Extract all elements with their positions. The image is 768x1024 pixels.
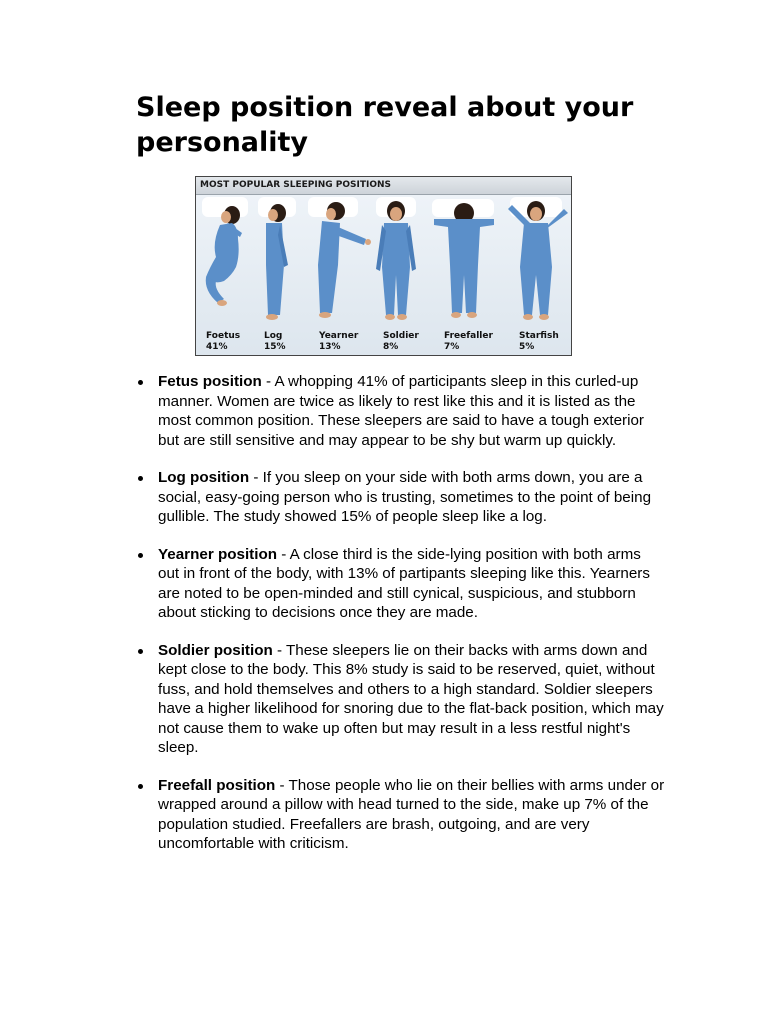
soldier-figure bbox=[376, 197, 416, 320]
log-figure bbox=[258, 197, 296, 320]
page-title: Sleep position reveal about your personality bbox=[136, 92, 634, 158]
position-label-log: Log 15% bbox=[264, 331, 286, 352]
yearner-figure bbox=[308, 197, 371, 318]
position-label-foetus: Foetus 41% bbox=[206, 331, 241, 352]
position-label-soldier: Soldier 8% bbox=[383, 331, 419, 352]
position-list bbox=[136, 372, 666, 872]
position-label-yearner: Yearner 13% bbox=[319, 331, 359, 352]
sleeping-positions-figure bbox=[195, 176, 572, 356]
list-item bbox=[136, 545, 666, 623]
foetus-figure bbox=[202, 197, 248, 306]
item-text: - Those people who lie on their bellies with arms under or wrapped around a pillow with head turned to the side, make up 7% of the population studied. Freefallers are brash, outgoing, and are very uncomfortable with criticism. bbox=[158, 776, 665, 852]
list-item bbox=[136, 776, 666, 854]
item-text: - These sleepers lie on their backs with arms down and kept close to the body. This 8% study is said to be reserved, quiet, without fuss, and hold themselves and others to a high standard. Soldier sleepers have a higher likelihood for snoring due to the flat-back position, which may not cause them to wake up often but may result in a less restful night's sleep. bbox=[158, 641, 664, 756]
item-text: - A close third is the side-lying position with both arms out in front of the body, with 13% of partipants sleeping like this. Yearners are noted to be open-minded and still cynical, suspicious, and stubborn about sticking to decisions once they are made. bbox=[158, 545, 650, 621]
item-text: - If you sleep on your side with both arms down, you are a social, easy-going person who is trusting, sometimes to the point of being gullible. The study showed 15% of people sleep like a log. bbox=[158, 469, 652, 525]
list-item bbox=[136, 641, 666, 758]
starfish-figure bbox=[508, 197, 568, 320]
item-term: Freefall position bbox=[158, 776, 276, 794]
position-label-starfish: Starfish 5% bbox=[519, 331, 559, 352]
position-label-freefaller: Freefaller 7% bbox=[444, 331, 493, 352]
list-item bbox=[136, 468, 666, 527]
item-term: Yearner position bbox=[158, 545, 278, 563]
list-item bbox=[136, 372, 666, 450]
item-text: - A whopping 41% of participants sleep in this curled-up manner. Women are twice as likely to rest like this and it is listed as the most common position. These sleepers are said to have a tough exterior but are still sensitive and may appear to be shy but warm up quickly. bbox=[158, 373, 644, 449]
figure-header: MOST POPULAR SLEEPING POSITIONS bbox=[196, 177, 571, 195]
item-term: Log position bbox=[158, 469, 250, 486]
item-term: Soldier position bbox=[158, 641, 273, 659]
item-term: Fetus position bbox=[158, 373, 262, 390]
freefaller-figure bbox=[432, 199, 494, 318]
figure-illustration bbox=[196, 195, 571, 355]
